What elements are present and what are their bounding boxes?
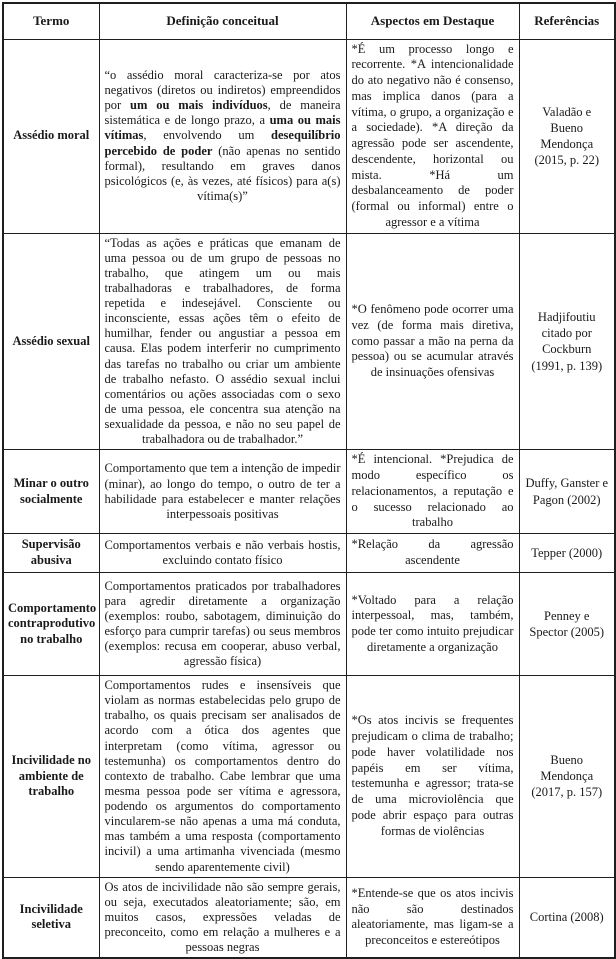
- reference-cell: Penney e Spector (2005): [519, 573, 615, 676]
- concept-definition-table: [2, 2, 616, 959]
- reference-cell: Tepper (2000): [519, 534, 615, 573]
- definition-cell: Comportamento que tem a intenção de impedir (minar), ao longo do tempo, o outro de ter a habilidade para estabelecer e manter relações interpessoais positivas: [99, 450, 346, 534]
- reference-cell: Cortina (2008): [519, 877, 615, 958]
- aspects-cell: *Os atos incivis se frequentes prejudicam o clima de trabalho; pode haver volatilidade nos papéis em ser vítima, testemunha e agressor; trata-se de uma microviolência que pode abrir espaço para outras formas de violências: [346, 676, 519, 878]
- aspects-cell: *É intencional. *Prejudica de modo específico os relacionamentos, a reputação e o sucesso relacionado ao trabalho: [346, 450, 519, 534]
- table-row-assedio-moral: [3, 39, 615, 233]
- table-row-comportamento-contraprodutivo: [3, 573, 615, 676]
- table-row-minar-o-outro: [3, 450, 615, 534]
- term-cell: Incivilidade no ambiente de trabalho: [3, 676, 99, 878]
- definition-cell: Comportamentos rudes e insensíveis que violam as normas estabelecidas pelo grupo de trabalho, os quais precisam ser analisados de acordo com a ótica dos agentes que interpretam (como vítima, agressor ou testemunha) os comportamentos dentro do contexto de trabalho. Cabe lembrar que uma mesma pessoa pode ser vítima e agressora, podendo os argumentos do comportamento vincularem-se não apenas a uma má conduta, mas também a uma resposta (comportamento incivil) a uma artimanha vivenciada (mesmo sendo aparentemente civil): [99, 676, 346, 878]
- term-cell: Comportamento contraprodutivo no trabalho: [3, 573, 99, 676]
- header-termo: Termo: [3, 3, 99, 39]
- header-row: [3, 3, 615, 39]
- term-cell: Minar o outro socialmente: [3, 450, 99, 534]
- table-row-assedio-sexual: [3, 233, 615, 450]
- aspects-cell: *É um processo longo e recorrente. *A intencionalidade do ato negativo não é consenso, mas implica danos (para a vítima, o grupo, a organização e a sociedade). *A direção da agressão pode ser ascendente, descendente, horizontal ou mista. *Há um desbalanceamento de poder (formal ou informal) entre o agressor e a vítima: [346, 39, 519, 233]
- definition-cell: Os atos de incivilidade não são sempre gerais, ou seja, executados aleatoriamente; são, em muitos casos, expressões veladas de preconceito, como em relação a mulheres e a pessoas negras: [99, 877, 346, 958]
- table-row-supervisao-abusiva: [3, 534, 615, 573]
- definition-cell: “Todas as ações e práticas que emanam de uma pessoa ou de um grupo de pessoas no trabalho, que atingem um ou mais trabalhadoras e trabalhadores, de forma repetida e indesejável. Consciente ou inconsciente, essas ações têm o efeito de humilhar, fender ou angustiar a pessoa em causa. Elas podem interferir no cumprimento das tarefas no trabalho ou criar um ambiente de trabalho nefasto. O assédio sexual inclui comentários ou ações associadas com o sexo de uma pessoa, ele concentra sua atenção na sexualidade da pessoa, e não no seu papel de trabalhadora ou de trabalhador.”: [99, 233, 346, 450]
- reference-cell: Hadjifoutiu citado por Cockburn (1991, p. 139): [519, 233, 615, 450]
- aspects-cell: *Entende-se que os atos incivis não são destinados aleatoriamente, mas ligam-se a preconceitos e estereótipos: [346, 877, 519, 958]
- definition-cell: Comportamentos verbais e não verbais hostis, excluindo contato físico: [99, 534, 346, 573]
- header-referencias: Referências: [519, 3, 615, 39]
- table-row-incivilidade-seletiva: [3, 877, 615, 958]
- reference-cell: Bueno Mendonça (2017, p. 157): [519, 676, 615, 878]
- table-row-incivilidade-ambiente: [3, 676, 615, 878]
- aspects-cell: *Voltado para a relação interpessoal, mas, também, pode ter como intuito prejudicar diretamente a organização: [346, 573, 519, 676]
- definition-cell: Comportamentos praticados por trabalhadores para agredir diretamente a organização (exemplos: roubo, sabotagem, diminuição do esforço para cumprir tarefas) ou seus membros (exemplos: recusa em cooperar, abuso verbal, agressão física): [99, 573, 346, 676]
- definition-cell: “o assédio moral caracteriza-se por atos negativos (diretos ou indiretos) empreendidos por um ou mais indivíduos, de maneira sistemática e de longo prazo, a uma ou mais vítimas, envolvendo um desequilíbrio percebido de poder (não apenas no sentido formal), resultando em graves danos psicológicos (e, às vezes, até físicos) para a(s) vítima(s)”: [99, 39, 346, 233]
- term-cell: Incivilidade seletiva: [3, 877, 99, 958]
- header-aspectos: Aspectos em Destaque: [346, 3, 519, 39]
- aspects-cell: *Relação da agressão ascendente: [346, 534, 519, 573]
- term-cell: Supervisão abusiva: [3, 534, 99, 573]
- term-cell: Assédio sexual: [3, 233, 99, 450]
- term-cell: Assédio moral: [3, 39, 99, 233]
- aspects-cell: *O fenômeno pode ocorrer uma vez (de forma mais diretiva, como passar a mão na perna da pessoa) ou se acumular através de insinuações ofensivas: [346, 233, 519, 450]
- reference-cell: Duffy, Ganster e Pagon (2002): [519, 450, 615, 534]
- header-definicao: Definição conceitual: [99, 3, 346, 39]
- reference-cell: Valadão e Bueno Mendonça (2015, p. 22): [519, 39, 615, 233]
